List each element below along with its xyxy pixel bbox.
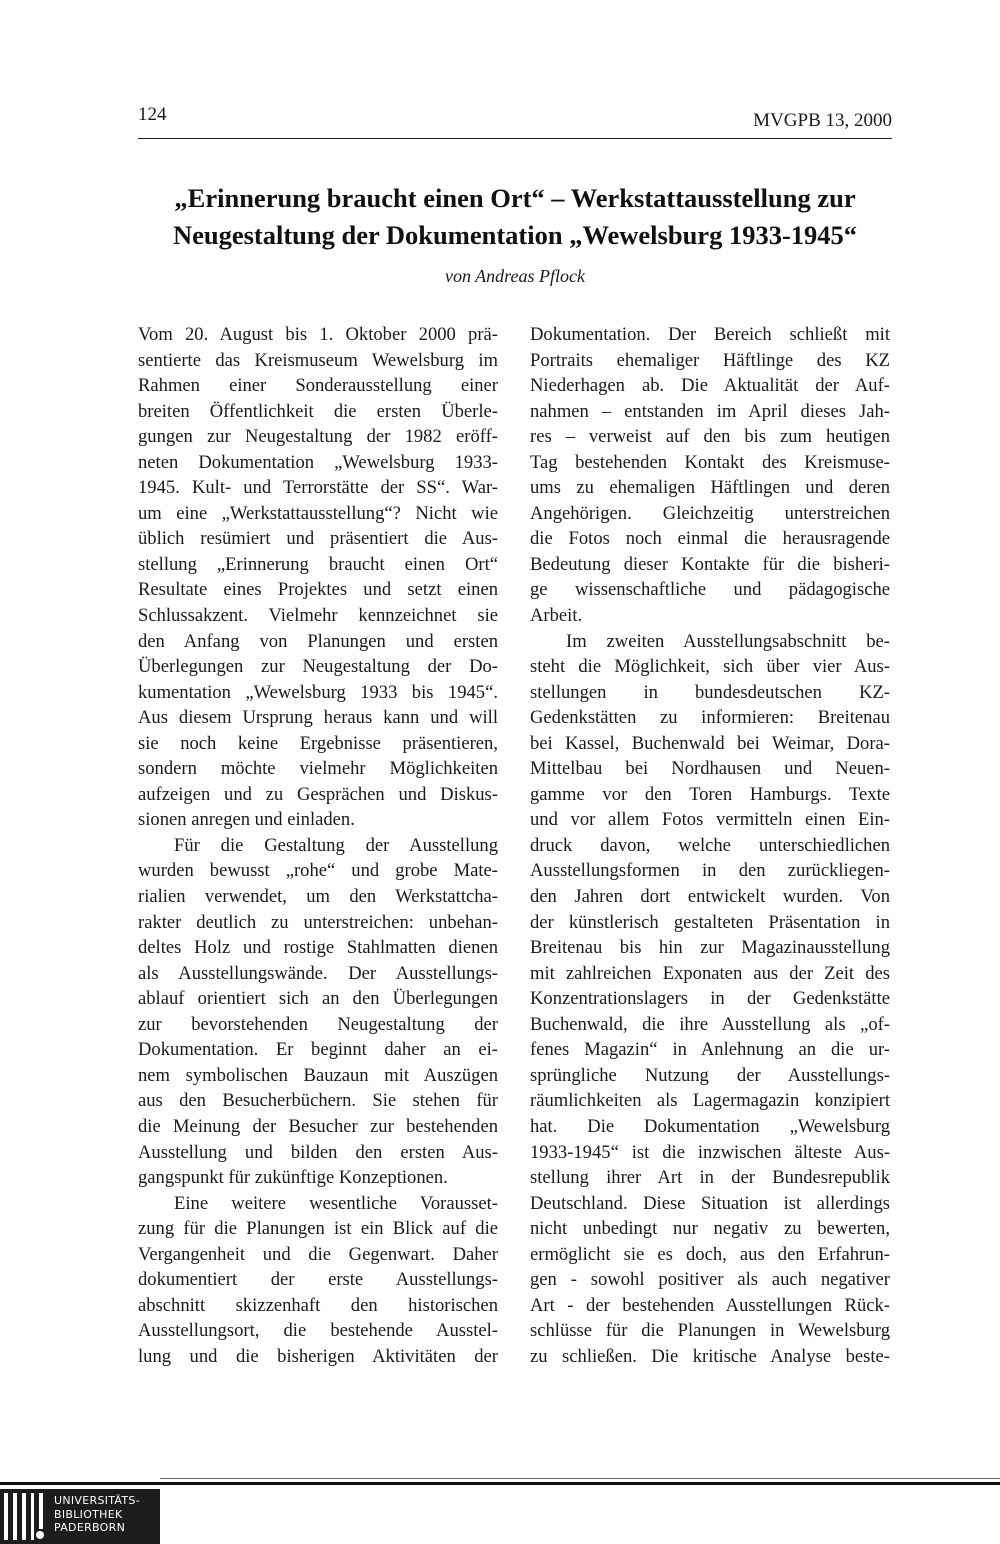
text-line: Ausstellungsformen in den zurückliegen-: [530, 860, 890, 882]
text-line: res – verweist auf den bis zum heutigen: [530, 426, 890, 448]
text-line: aus den Besucherbüchern. Sie stehen für: [138, 1090, 498, 1112]
text-line: ums zu ehemaligen Häftlingen und deren: [530, 477, 890, 499]
text-line: Breitenau bis hin zur Magazinausstellung: [530, 937, 890, 959]
library-logo-line: BIBLIOTHEK: [54, 1507, 123, 1521]
text-line: breiten Öffentlichkeit die ersten Überle-: [138, 400, 498, 422]
text-line: Buchenwald, die ihre Ausstellung als „of-: [530, 1013, 890, 1035]
text-line: Ausstellung und bilden den ersten Aus-: [138, 1141, 498, 1163]
library-logo: [0, 1489, 160, 1544]
text-line: aufzeigen und zu Gesprächen und Diskus-: [138, 783, 498, 805]
text-line: rakter deutlich zu unterstreichen: unbehan-: [138, 911, 498, 933]
library-logo-text: [54, 1494, 140, 1535]
text-line: fenes Magazin“ in Anlehnung an die ur-: [530, 1039, 890, 1061]
text-line: gen - sowohl positiver als auch negativer: [530, 1269, 890, 1291]
text-line: nicht unbedingt nur negativ zu bewerten,: [530, 1218, 890, 1240]
text-line: zu schließen. Die kritische Analyse beste-: [530, 1345, 890, 1367]
text-line: üblich resümiert und präsentiert die Aus-: [138, 528, 498, 550]
text-line: neten Dokumentation „Wewelsburg 1933-: [138, 451, 498, 473]
text-line: als Ausstellungswände. Der Ausstellungs-: [138, 962, 498, 984]
text-line: Tag bestehenden Kontakt des Kreismuse-: [530, 451, 890, 473]
text-line: Portraits ehemaliger Häftlinge des KZ: [530, 349, 890, 371]
text-line: Eine weitere wesentliche Vorausset-: [174, 1192, 498, 1214]
text-line: gungen zur Neugestaltung der 1982 eröff-: [138, 426, 498, 448]
text-line: Resultate eines Projektes und setzt einen: [138, 579, 498, 601]
text-line: räumlichkeiten als Lagermagazin konzipiert: [530, 1090, 890, 1112]
text-line: Überlegungen zur Neugestaltung der Do-: [138, 656, 498, 678]
text-line: sondern möchte vielmehr Möglichkeiten: [138, 758, 498, 780]
text-line: 1933-1945“ ist die inzwischen älteste Aus-: [530, 1141, 890, 1163]
text-line: Vom 20. August bis 1. Oktober 2000 prä-: [138, 324, 498, 345]
text-line: ablauf orientiert sich an den Überlegungen: [138, 988, 498, 1010]
text-line: Arbeit.: [530, 605, 583, 627]
text-line: Deutschland. Diese Situation ist allerdings: [530, 1192, 890, 1214]
text-line: Schlussakzent. Vielmehr kennzeichnet sie: [138, 605, 498, 627]
text-line: abschnitt skizzenhaft den historischen: [138, 1294, 498, 1316]
text-line: gamme vor den Toren Hamburgs. Texte: [530, 783, 890, 805]
journal-reference: MVGPB 13, 2000: [753, 110, 892, 131]
library-logo-line: PADERBORN: [54, 1521, 126, 1534]
text-line: hat. Die Dokumentation „Wewelsburg: [530, 1115, 890, 1137]
author-byline: von Andreas Pflock: [445, 266, 585, 286]
text-line: Niederhagen ab. Die Aktualität der Auf-: [530, 375, 890, 397]
text-line: ermöglicht sie es doch, aus den Erfahrun-: [530, 1243, 890, 1265]
text-line: ge wissenschaftliche und pädagogische: [530, 579, 890, 601]
article-title: [138, 180, 892, 254]
text-line: der künstlerisch gestalteten Präsentation in: [530, 911, 890, 933]
text-line: stellungen in bundesdeutschen KZ-: [530, 681, 890, 703]
text-line: Konzentrationslagers in der Gedenkstätte: [530, 988, 890, 1010]
text-line: Aus diesem Ursprung heraus kann und will: [138, 707, 498, 729]
text-line: und vor allem Fotos vermitteln einen Ein-: [530, 809, 890, 831]
text-line: bei Kassel, Buchenwald bei Weimar, Dora-: [530, 732, 890, 754]
text-line: steht die Möglichkeit, sich über vier Aus-: [530, 656, 890, 678]
text-line: gangspunkt für zukünftige Konzeptionen.: [138, 1167, 448, 1189]
text-line: die Meinung der Besucher zur bestehenden: [138, 1115, 498, 1137]
library-logo-dot-icon: [36, 1531, 44, 1539]
page-number: 124: [138, 104, 167, 125]
text-line: sionen anregen und einladen.: [138, 809, 355, 831]
text-line: lung und die bisherigen Aktivitäten der: [138, 1345, 498, 1367]
text-line: sprüngliche Nutzung der Ausstellungs-: [530, 1064, 890, 1086]
text-line: druck davon, welche unterschiedlichen: [530, 834, 890, 856]
text-line: Für die Gestaltung der Ausstellung: [174, 834, 498, 856]
text-line: Angehörigen. Gleichzeitig unterstreichen: [530, 502, 890, 524]
text-line: nahmen – entstanden im April dieses Jah-: [530, 400, 890, 422]
text-line: Ausstellungsort, die bestehende Ausstel-: [138, 1320, 498, 1342]
footer-divider: [0, 1482, 1000, 1485]
article-title-line: Neugestaltung der Dokumentation „Wewelsburg 1933-1945“: [172, 220, 858, 250]
text-line: Rahmen einer Sonderausstellung einer: [138, 375, 498, 397]
text-line: Dokumentation. Der Bereich schließt mit: [530, 324, 890, 345]
text-line: den Jahren dort entwickelt wurden. Von: [530, 886, 890, 908]
page-header: [138, 104, 892, 139]
library-logo-line: UNIVERSITÄTS-: [54, 1494, 140, 1507]
text-line: den Anfang von Planungen und ersten: [138, 630, 498, 652]
text-line: stellung „Erinnerung braucht einen Ort“: [138, 553, 498, 575]
text-line: deltes Holz und rostige Stahlmatten dienen: [138, 937, 498, 959]
text-line: Dokumentation. Er beginnt daher an ei-: [138, 1039, 498, 1061]
text-line: kumentation „Wewelsburg 1933 bis 1945“.: [138, 681, 498, 703]
text-line: Vergangenheit und die Gegenwart. Daher: [138, 1243, 498, 1265]
text-line: mit zahlreichen Exponaten aus der Zeit des: [530, 962, 890, 984]
text-line: schlüsse für die Planungen in Wewelsburg: [530, 1320, 890, 1342]
text-line: Mittelbau bei Nordhausen und Neuen-: [530, 758, 890, 780]
text-line: Gedenkstätten zu informieren: Breitenau: [530, 707, 890, 729]
text-line: die Fotos noch einmal die herausragende: [530, 528, 890, 550]
text-line: rialien verwendet, um den Werkstattcha-: [138, 886, 498, 908]
text-column-right: [530, 322, 890, 1369]
text-line: sie noch keine Ergebnisse präsentieren,: [138, 732, 498, 754]
text-line: stellung ihrer Art in der Bundesrepublik: [530, 1167, 890, 1189]
text-line: dokumentiert der erste Ausstellungs-: [138, 1269, 498, 1291]
text-line: 1945. Kult- und Terrorstätte der SS“. War-: [138, 477, 498, 499]
text-line: Im zweiten Ausstellungsabschnitt be-: [566, 630, 890, 652]
text-column-left: [138, 322, 498, 1369]
article-title-line: „Erinnerung braucht einen Ort“ – Werkstattausstellung zur: [174, 183, 856, 213]
footer-divider-thin: [160, 1478, 1000, 1479]
text-line: zur bevorstehenden Neugestaltung der: [138, 1013, 498, 1035]
text-line: sentierte das Kreismuseum Wewelsburg im: [138, 349, 498, 371]
text-line: Art - der bestehenden Ausstellungen Rück-: [530, 1294, 890, 1316]
text-line: Bedeutung dieser Kontakte für die bisheri-: [530, 553, 890, 575]
text-line: wurden bewusst „rohe“ und grobe Mate-: [138, 860, 498, 882]
text-line: um eine „Werkstattausstellung“? Nicht wie: [138, 502, 498, 524]
text-line: zung für die Planungen ist ein Blick auf die: [138, 1218, 498, 1240]
text-line: nem symbolischen Bauzaun mit Auszügen: [138, 1064, 498, 1086]
